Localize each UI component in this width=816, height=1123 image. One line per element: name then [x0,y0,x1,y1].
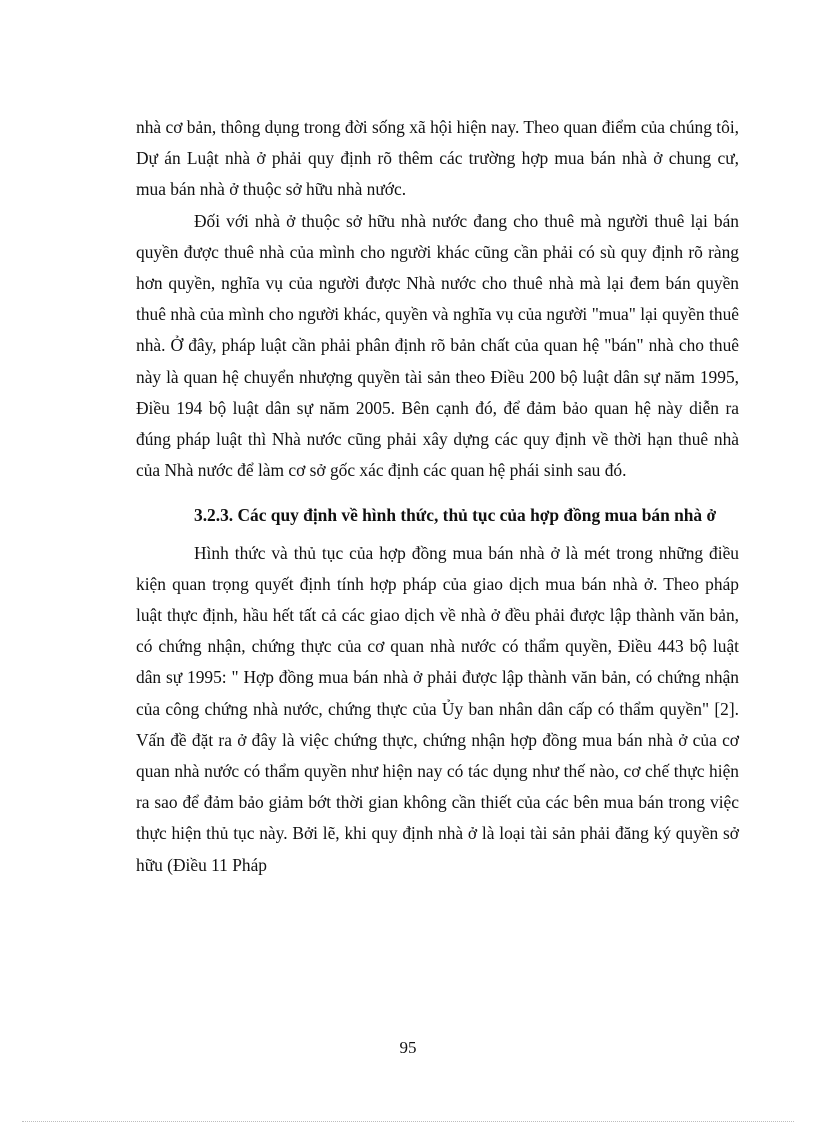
footer-divider [22,1121,794,1122]
page-number: 95 [399,1038,417,1057]
paragraph-continuation: nhà cơ bản, thông dụng trong đời sống xã hội hiện nay. Theo quan điểm của chúng tôi, Dự án Luật nhà ở phải quy định rõ thêm các trường hợp mua bán nhà ở chung cư, mua bán nhà ở thuộc sở hữu nhà nước. [136,117,739,200]
page-body [136,112,739,881]
section-heading: 3.2.3. Các quy định về hình thức, thủ tục của hợp đồng mua bán nhà ở [194,505,717,526]
paragraph-form-procedure: Hình thức và thủ tục của hợp đồng mua bán nhà ở là mét trong những điều kiện quan trọng quyết định tính hợp pháp của giao dịch mua bán nhà ở. Theo pháp luật thực định, hầu hết tất cả các giao dịch về nhà ở đều phải được lập thành văn bản, có chứng nhận, chứng thực của cơ quan nhà nước có thẩm quyền, Điều 443 bộ luật dân sự 1995: " Hợp đồng mua bán nhà ở phải được lập thành văn bản, có chứng nhận của công chứng nhà nước, chứng thực của Ủy ban nhân dân cấp có thẩm quyền" [2]. Vấn đề đặt ra ở đây là việc chứng thực, chứng nhận hợp đồng mua bán nhà ở của cơ quan nhà nước có thẩm quyền như hiện nay có tác dụng như thế nào, cơ chế thực hiện ra sao để đảm bảo giảm bớt thời gian không cần thiết của các bên mua bán trong việc thực hiện thủ tục này. Bởi lẽ, khi quy định nhà ở là loại tài sản phải đăng ký quyền sở hữu (Điều 11 Pháp [136,542,739,875]
paragraph-rental-housing: Đối với nhà ở thuộc sở hữu nhà nước đang cho thuê mà người thuê lại bán quyền được thuê nhà của mình cho người khác cũng cần phải có sù quy định rõ ràng hơn quyền, nghĩa vụ của người được Nhà nước cho thuê nhà mà lại đem bán quyền thuê nhà của mình cho người khác, quyền và nghĩa vụ của người "mua" lại quyền thuê nhà. Ở đây, pháp luật cần phải phân định rõ bản chất của quan hệ "bán" nhà cho thuê này là quan hệ chuyển nhượng quyền tài sản theo Điều 200 bộ luật dân sự năm 1995, Điều 194 bộ luật dân sự năm 2005. Bên cạnh đó, để đảm bảo quan hệ này diễn ra đúng pháp luật thì Nhà nước cũng phải xây dựng các quy định về thời hạn thuê nhà của Nhà nước để làm cơ sở gốc xác định các quan hệ phái sinh sau đó. [136,210,739,481]
